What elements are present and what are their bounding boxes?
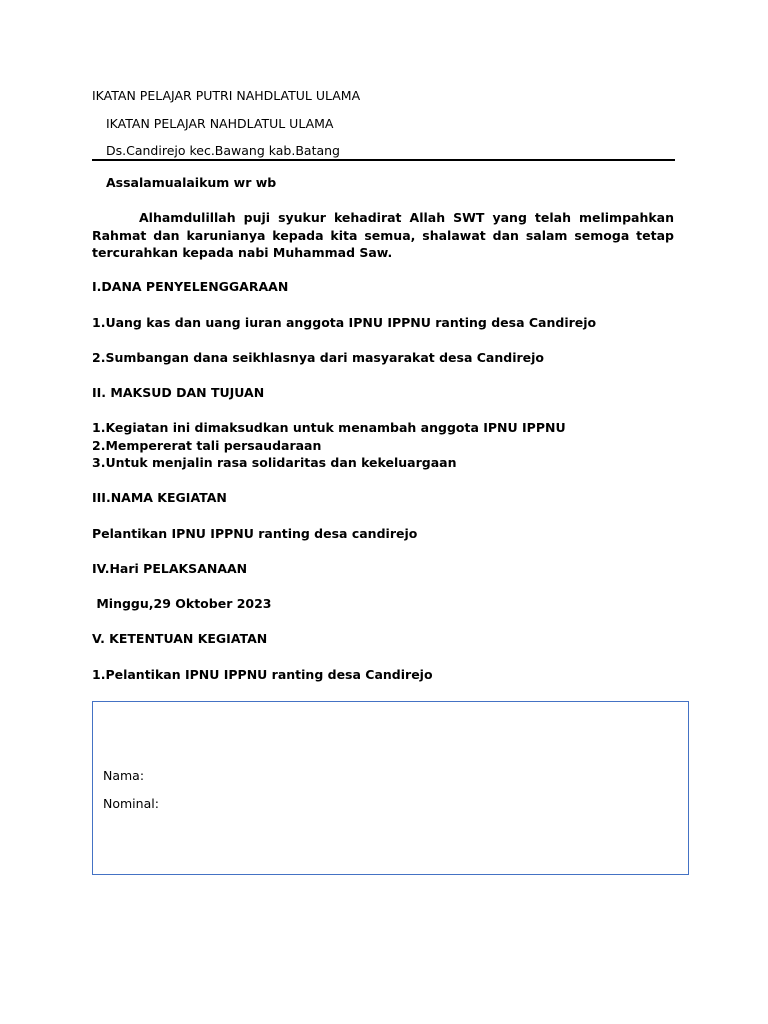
- section-2-heading: II. MAKSUD DAN TUJUAN: [92, 385, 265, 400]
- header-address: Ds.Candirejo kec.Bawang kab.Batang: [106, 143, 340, 158]
- section-2-item: 2.Mempererat tali persaudaraan: [92, 438, 322, 453]
- section-5-heading: V. KETENTUAN KEGIATAN: [92, 631, 268, 646]
- section-4-heading: IV.Hari PELAKSANAAN: [92, 561, 248, 576]
- greeting: Assalamualaikum wr wb: [106, 175, 277, 190]
- header-divider: [92, 159, 675, 161]
- header-org-ippnu: IKATAN PELAJAR PUTRI NAHDLATUL ULAMA: [92, 88, 361, 103]
- event-date: Minggu,29 Oktober 2023: [92, 596, 272, 611]
- section-2-item: 1.Kegiatan ini dimaksudkan untuk menambah anggota IPNU IPPNU: [92, 420, 566, 435]
- section-1-item: 1.Uang kas dan uang iuran anggota IPNU IPPNU ranting desa Candirejo: [92, 315, 597, 330]
- section-2-item: 3.Untuk menjalin rasa solidaritas dan kekeluargaan: [92, 455, 457, 470]
- header-org-ipnu: IKATAN PELAJAR NAHDLATUL ULAMA: [106, 116, 334, 131]
- opening-paragraph: Alhamdulillah puji syukur kehadirat Allah SWT yang telah melimpahkan Rahmat dan karunianya kepada kita semua, shalawat dan salam semoga tetap tercurahkan kepada nabi Muhammad Saw.: [92, 210, 674, 260]
- section-1-item: 2.Sumbangan dana seikhlasnya dari masyarakat desa Candirejo: [92, 350, 545, 365]
- donation-form-box: [92, 701, 689, 875]
- section-1-heading: I.DANA PENYELENGGARAAN: [92, 279, 289, 294]
- nominal-label: Nominal:: [103, 796, 159, 811]
- name-label: Nama:: [103, 768, 145, 783]
- event-name: Pelantikan IPNU IPPNU ranting desa candirejo: [92, 526, 418, 541]
- section-3-heading: III.NAMA KEGIATAN: [92, 490, 227, 505]
- section-5-item: 1.Pelantikan IPNU IPPNU ranting desa Candirejo: [92, 667, 433, 682]
